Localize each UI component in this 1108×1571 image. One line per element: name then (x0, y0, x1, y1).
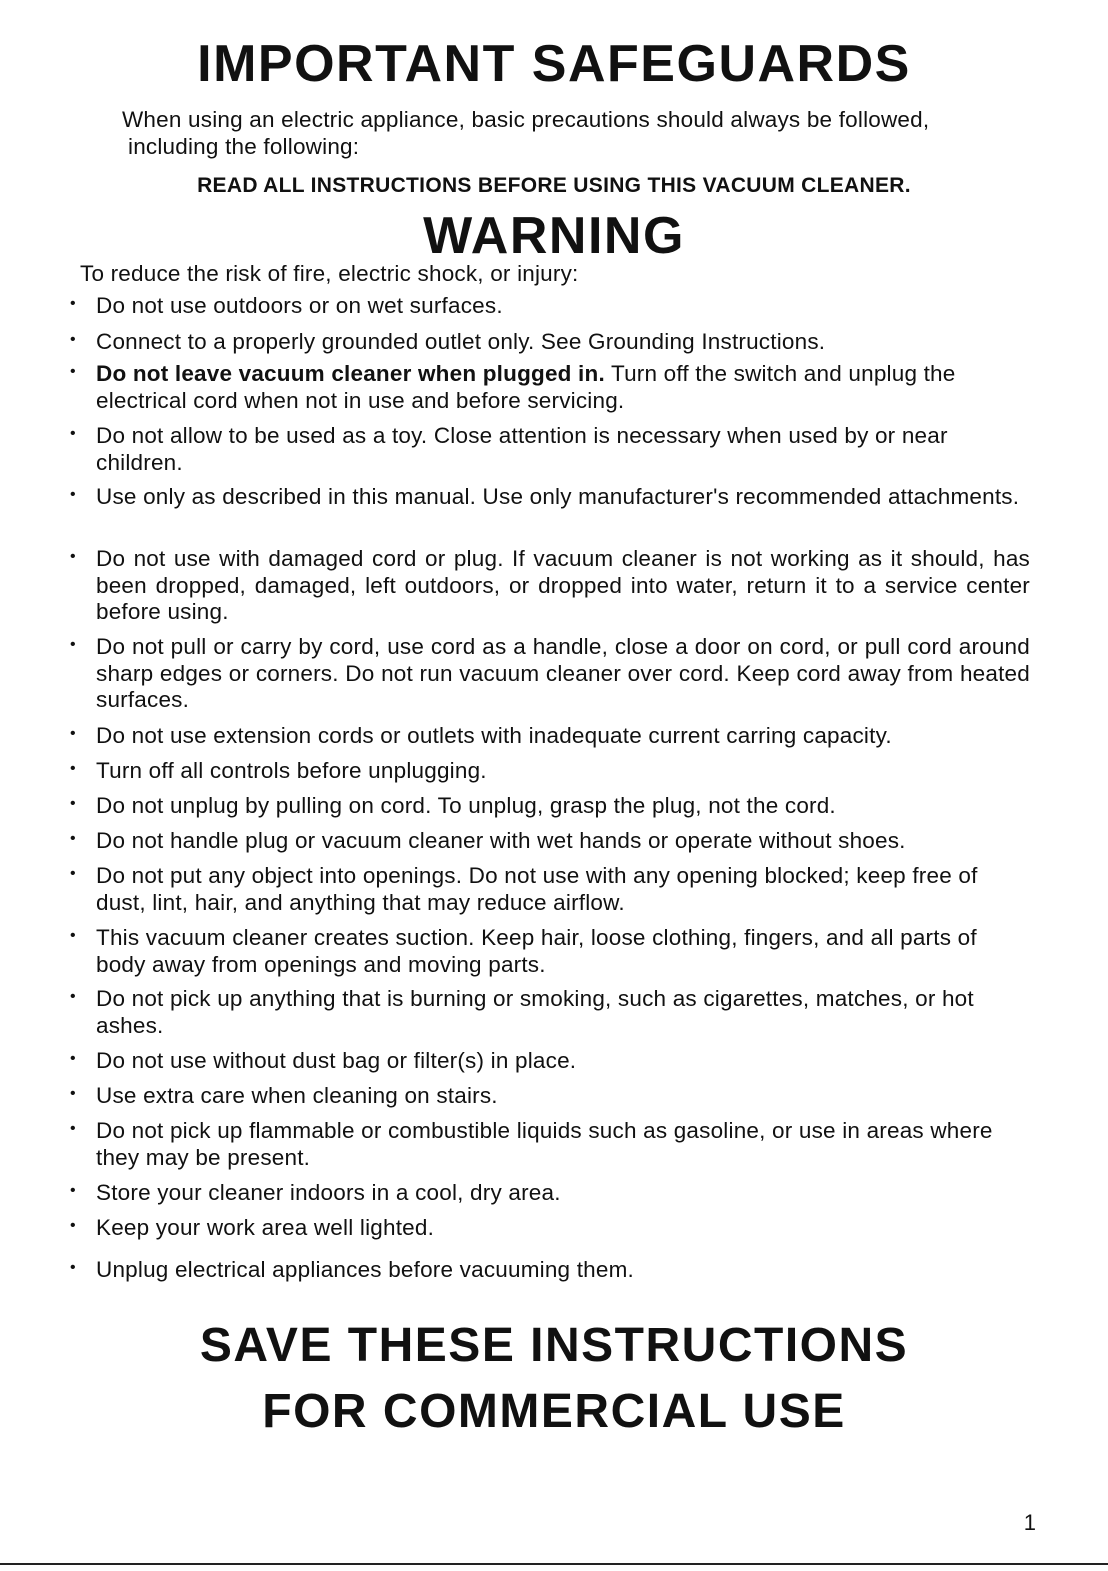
list-item-text (96, 1048, 1030, 1075)
list-item-body: Keep your work area well lighted. (96, 1215, 435, 1240)
warning-intro: To reduce the risk of fire, electric shock, or injury: (80, 261, 579, 286)
list-item-text (96, 634, 1030, 714)
list-item (70, 1048, 1030, 1075)
list-item (70, 329, 1030, 356)
list-item-text (96, 1180, 1030, 1207)
list-item (70, 423, 1030, 476)
list-item-body: Do not use outdoors or on wet surfaces. (96, 293, 503, 318)
warning-heading: WARNING (423, 207, 685, 265)
list-item-body: Do not unplug by pulling on cord. To unplug, grasp the plug, not the cord. (96, 793, 836, 818)
list-item-body: This vacuum cleaner creates suction. Keep hair, loose clothing, fingers, and all parts of body away from openings and moving parts. (96, 925, 977, 977)
list-item (70, 546, 1030, 626)
list-item-text (96, 793, 1030, 820)
bullet-icon: • (70, 795, 76, 812)
bullet-icon: • (70, 927, 76, 944)
bullet-icon: • (70, 363, 76, 380)
bullet-icon: • (70, 425, 76, 442)
list-item-text (96, 329, 1030, 356)
list-item-body: Do not pull or carry by cord, use cord as a handle, close a door on cord, or pull cord around sharp edges or corners. Do not run vacuum cleaner over cord. Keep cord away from heated surfaces. (96, 634, 1030, 712)
list-item (70, 863, 1030, 916)
list-item-body: Turn off all controls before unplugging. (96, 758, 487, 783)
list-item-body: Connect to a properly grounded outlet only. See Grounding Instructions. (96, 329, 826, 354)
bullet-icon: • (70, 1050, 76, 1067)
list-item (70, 1257, 1030, 1284)
bullet-icon: • (70, 1085, 76, 1102)
list-item (70, 986, 1030, 1039)
list-item-body: Do not use without dust bag or filter(s) in place. (96, 1048, 577, 1073)
bottom-divider (0, 1563, 1108, 1565)
list-item-text (96, 1118, 1030, 1171)
list-item-body: Unplug electrical appliances before vacuuming them. (96, 1257, 634, 1282)
list-item-body: Store your cleaner indoors in a cool, dry area. (96, 1180, 561, 1205)
list-item-text (96, 986, 1030, 1039)
bullet-icon: • (70, 548, 76, 565)
bullet-icon: • (70, 725, 76, 742)
list-item (70, 925, 1030, 978)
page-title: IMPORTANT SAFEGUARDS (197, 35, 911, 93)
bullet-icon: • (70, 760, 76, 777)
read-all-notice: READ ALL INSTRUCTIONS BEFORE USING THIS VACUUM CLEANER. (197, 174, 911, 197)
bullet-icon: • (70, 1217, 76, 1234)
bullet-icon: • (70, 830, 76, 847)
list-item (70, 828, 1030, 855)
save-instructions-heading: SAVE THESE INSTRUCTIONS (199, 1319, 909, 1372)
bullet-icon: • (70, 331, 76, 348)
list-item-text (96, 925, 1030, 978)
list-item-body: Do not put any object into openings. Do not use with any opening blocked; keep free of dust, lint, hair, and anything that may reduce airflow. (96, 863, 978, 915)
list-item-body: Do not pick up anything that is burning or smoking, such as cigarettes, matches, or hot ashes. (96, 986, 974, 1038)
intro-line-2: including the following: (128, 134, 360, 159)
list-item (70, 634, 1030, 714)
list-item-body: Do not allow to be used as a toy. Close attention is necessary when used by or near children. (96, 423, 948, 475)
list-item-text (96, 1215, 1030, 1242)
list-item-body: Use only as described in this manual. Use only manufacturer's recommended attachments. (96, 484, 1020, 509)
list-item (70, 1083, 1030, 1110)
list-item-lead: Do not leave vacuum cleaner when plugged in. (96, 361, 605, 386)
commercial-use-heading: FOR COMMERCIAL USE (262, 1385, 846, 1438)
list-item-text (96, 423, 1030, 476)
list-item-text (96, 546, 1030, 626)
list-item (70, 793, 1030, 820)
list-item-text (96, 723, 1030, 750)
bullet-icon: • (70, 988, 76, 1005)
list-item-body: Use extra care when cleaning on stairs. (96, 1083, 498, 1108)
list-item-text (96, 758, 1030, 785)
intro-line-1: When using an electric appliance, basic precautions should always be followed, (122, 107, 930, 132)
list-item-text (96, 828, 1030, 855)
list-item (70, 758, 1030, 785)
bullet-icon: • (70, 1259, 76, 1276)
list-item-text (96, 1257, 1030, 1284)
list-item-text (96, 484, 1030, 511)
list-item-body: Turn off the switch and unplug the electrical cord when not in use and before servicing. (96, 361, 956, 413)
bullet-icon: • (70, 486, 76, 503)
list-item-text (96, 863, 1030, 916)
page-number: 1 (1023, 1510, 1036, 1535)
list-item (70, 1180, 1030, 1207)
bullet-icon: • (70, 1120, 76, 1137)
intro-paragraph (122, 106, 1052, 160)
bullet-icon: • (70, 865, 76, 882)
list-item-body: Do not use with damaged cord or plug. If vacuum cleaner is not working as it should, has been dropped, damaged, left outdoors, or dropped into water, return it to a service center before using. (96, 546, 1030, 624)
list-item-text (96, 361, 1030, 414)
list-item-body: Do not use extension cords or outlets with inadequate current carring capacity. (96, 723, 892, 748)
list-item (70, 1215, 1030, 1242)
bullet-icon: • (70, 295, 76, 312)
list-item-text (96, 1083, 1030, 1110)
list-item (70, 484, 1030, 511)
list-item-body: Do not pick up flammable or combustible liquids such as gasoline, or use in areas where they may be present. (96, 1118, 993, 1170)
bullet-icon: • (70, 1182, 76, 1199)
list-item (70, 723, 1030, 750)
list-item (70, 1118, 1030, 1171)
bullet-icon: • (70, 636, 76, 653)
list-item-text (96, 293, 1030, 320)
list-item (70, 361, 1030, 414)
list-item (70, 293, 1030, 320)
list-item-body: Do not handle plug or vacuum cleaner with wet hands or operate without shoes. (96, 828, 906, 853)
